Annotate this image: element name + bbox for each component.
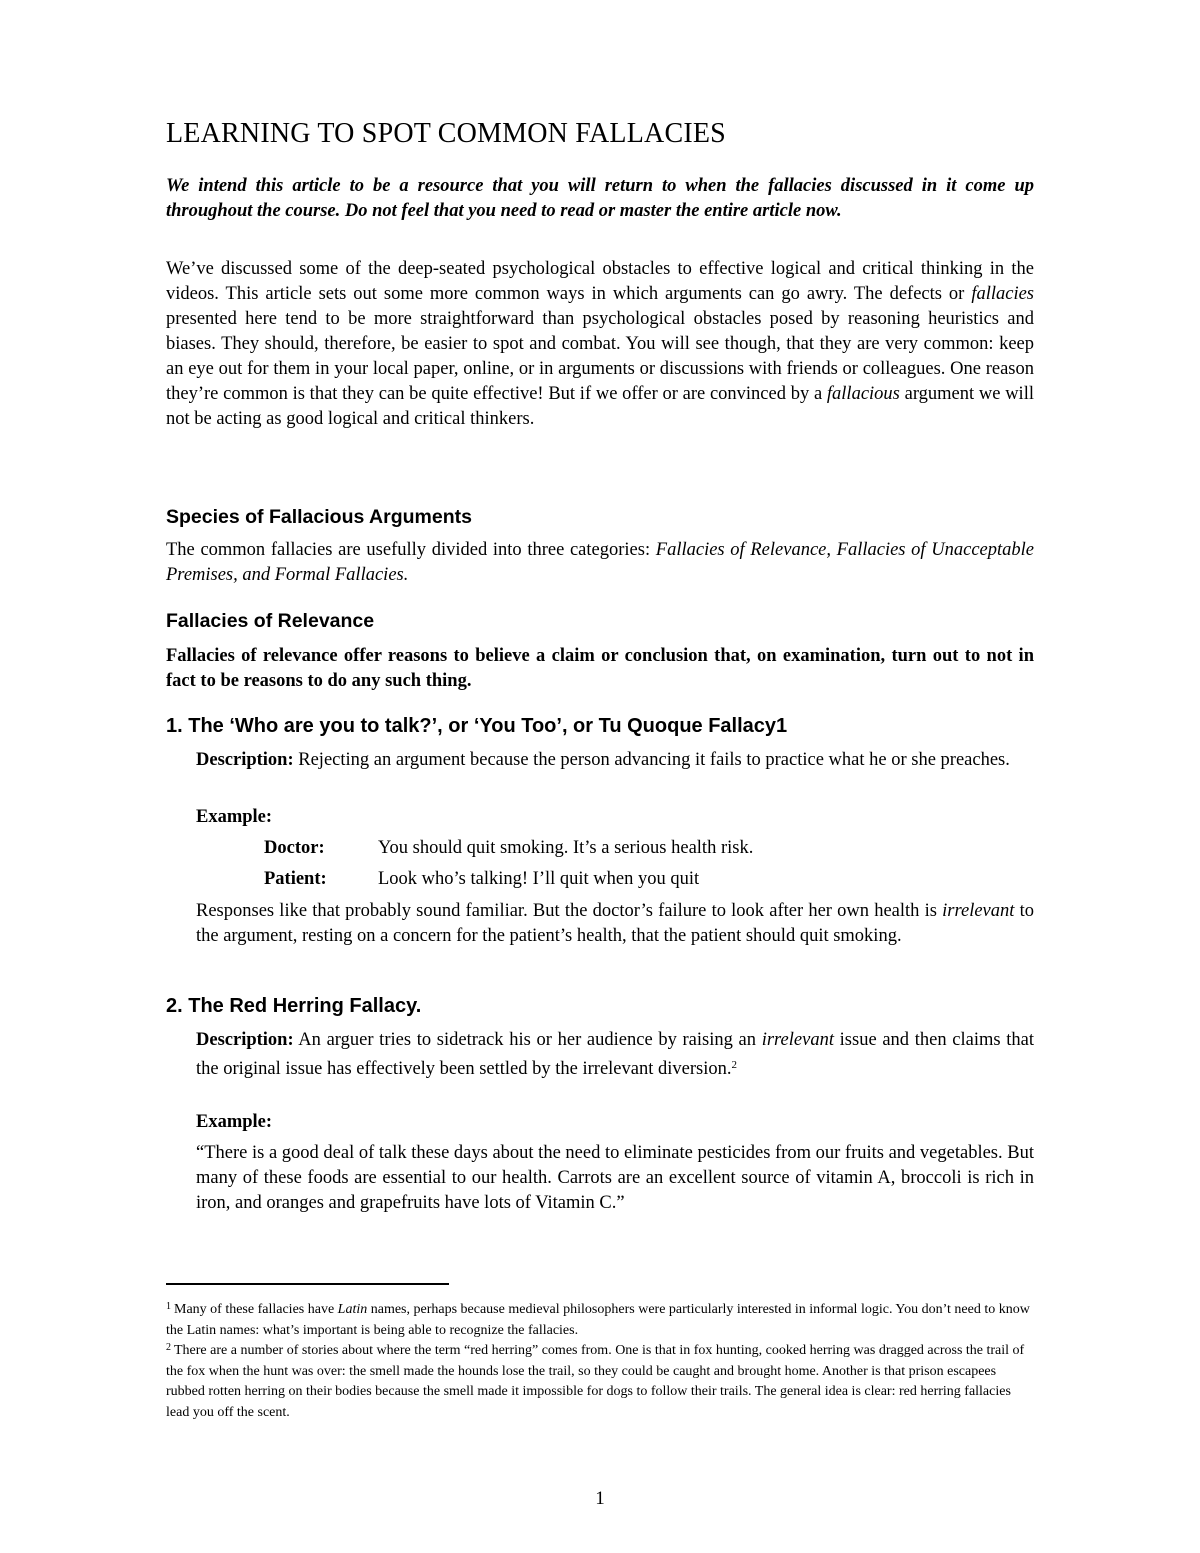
footnote-ref-2[interactable]: 2 bbox=[731, 1059, 737, 1071]
description-label: Description: bbox=[196, 750, 294, 770]
body-text-1: We’ve discussed some of the deep-seated psychological obstacles to effective logical and critical thinking in the videos. This article sets out some more common ways in which arguments can go awry. The defects or bbox=[166, 259, 1034, 304]
fallacy-2-example-label bbox=[196, 1110, 1034, 1135]
fallacy-1-description bbox=[196, 748, 1034, 773]
relevance-heading: Fallacies of Relevance bbox=[166, 610, 375, 632]
body-text-3: argument we will not be acting as good logical and critical thinkers. bbox=[166, 384, 1034, 429]
footnote-2 bbox=[166, 1338, 1034, 1423]
dialog-text: You should quit smoking. It’s a serious health risk. bbox=[378, 838, 754, 858]
footnote-1-text-a: Many of these fallacies have bbox=[174, 1302, 338, 1317]
footnote-1-text-b: names, perhaps because medieval philosophers were particularly interested in informal logic. You don’t need to know the Latin names: what’s important is being able to recognize the fallacies. bbox=[166, 1302, 1030, 1338]
body-text-2: presented here tend to be more straightforward than psychological obstacles posed by reasoning heuristics and biases. They should, therefore, be easier to spot and combat. You will see though, that they are very common: keep an eye out for them in your local paper, online, or in arguments or discussions with friends or colleagues. One reason they’re common is that they can be quite effective! But if we offer or are convinced by a bbox=[166, 309, 1034, 404]
response-italic: irrelevant bbox=[942, 901, 1015, 921]
fallacy-2-heading: 2. The Red Herring Fallacy. bbox=[166, 995, 422, 1017]
description-text-1: An arguer tries to sidetrack his or her audience by raising an bbox=[293, 1030, 762, 1050]
dialog-speaker: Patient: bbox=[264, 869, 327, 889]
footnote-divider bbox=[166, 1283, 449, 1285]
body-italic-1: fallacies bbox=[971, 284, 1034, 304]
species-text: The common fallacies are usefully divided into three categories: bbox=[166, 540, 656, 560]
species-paragraph bbox=[166, 538, 1034, 588]
dialog-speaker: Doctor: bbox=[264, 838, 325, 858]
description-italic: irrelevant bbox=[761, 1030, 834, 1050]
dialog-line-doctor bbox=[264, 836, 753, 861]
footnote-2-number: 2 bbox=[166, 1342, 171, 1353]
response-text-2: to the argument, resting on a concern for the patient’s health, that the patient should quit smoking. bbox=[196, 901, 1034, 946]
intro-paragraph: We intend this article to be a resource that you will return to when the fallacies discussed in it come up throughout the course. Do not feel that you need to read or master the entire article now. bbox=[166, 176, 1034, 221]
description-text-2: issue and then claims that the original issue has effectively been settled by the irrelevant diversion. bbox=[196, 1030, 1034, 1079]
body-paragraph bbox=[166, 257, 1034, 432]
page-title: LEARNING TO SPOT COMMON FALLACIES bbox=[166, 118, 726, 149]
example-label: Example: bbox=[196, 807, 273, 827]
footnote-2-text: There are a number of stories about where the term “red herring” comes from. One is that in fox hunting, cooked herring was dragged across the trail of the fox when the hunt was over: the smell made the hounds lose the trail, so they could be caught and brought home. Another is that prison escapees rubbed rotten herring on their bodies because the smell made it impossible for dogs to follow their trails. The general idea is clear: red herring fallacies lead you off the scent. bbox=[166, 1343, 1025, 1420]
response-text-1: Responses like that probably sound familiar. But the doctor’s failure to look after her own health is bbox=[196, 901, 943, 921]
footnote-1-italic: Latin bbox=[337, 1302, 368, 1317]
body-italic-2: fallacious bbox=[826, 384, 900, 404]
footnote-1-number: 1 bbox=[166, 1301, 171, 1312]
dialog-text: Look who’s talking! I’ll quit when you quit bbox=[378, 869, 700, 889]
footnote-1 bbox=[166, 1297, 1034, 1341]
fallacy-2-quote: “There is a good deal of talk these days about the need to eliminate pesticides from our fruits and vegetables. But many of these foods are essential to our health. Carrots are an excellent source of vitamin A, broccoli is rich in iron, and oranges and grapefruits have lots of Vitamin C.” bbox=[196, 1143, 1034, 1213]
dialog-line-patient bbox=[264, 867, 699, 892]
fallacy-1-response bbox=[196, 899, 1034, 949]
species-heading: Species of Fallacious Arguments bbox=[166, 506, 472, 528]
description-text: Rejecting an argument because the person advancing it fails to practice what he or she preaches. bbox=[293, 750, 1010, 770]
description-label: Description: bbox=[196, 1030, 294, 1050]
relevance-paragraph: Fallacies of relevance offer reasons to believe a claim or conclusion that, on examination, turn out to not in fact to be reasons to do any such thing. bbox=[166, 646, 1034, 691]
species-categories: Fallacies of Relevance, Fallacies of Unacceptable Premises, and Formal Fallacies. bbox=[166, 540, 1034, 585]
page-number: 1 bbox=[595, 1488, 605, 1509]
fallacy-2-description bbox=[196, 1028, 1034, 1082]
fallacy-1-heading: 1. The ‘Who are you to talk?’, or ‘You Too’, or Tu Quoque Fallacy1 bbox=[166, 715, 788, 737]
fallacy-1-example-label bbox=[196, 805, 1034, 830]
example-label: Example: bbox=[196, 1112, 273, 1132]
